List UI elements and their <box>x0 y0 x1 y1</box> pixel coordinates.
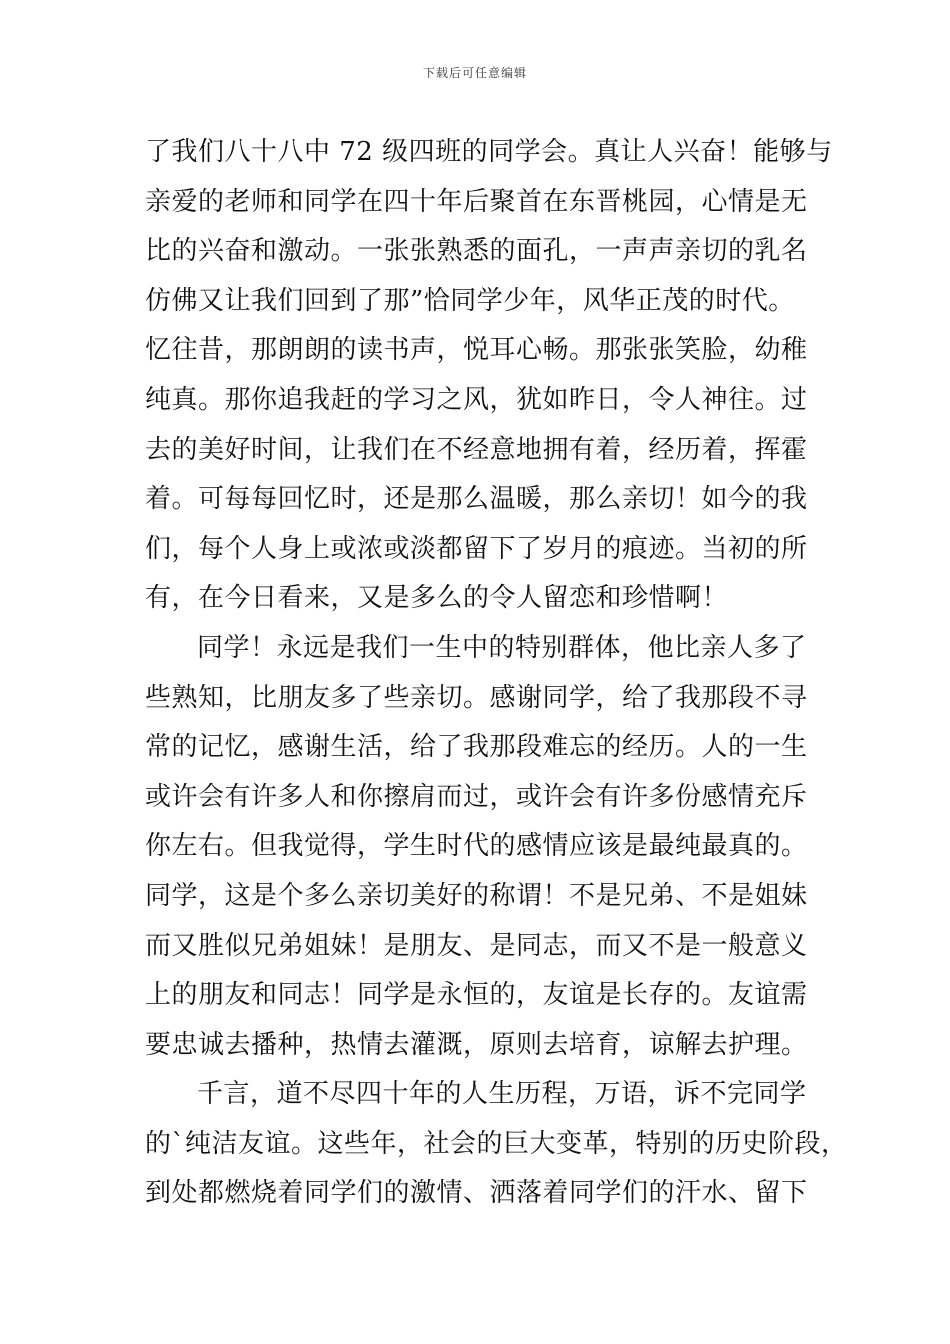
text-line: 或许会有许多人和你擦肩而过，或许会有许多份感情充斥 <box>145 781 808 812</box>
text-line: 去的美好时间，让我们在不经意地拥有着，经历着，挥霍 <box>145 434 808 465</box>
document-body <box>145 128 848 1219</box>
text-line: 们，每个人身上或浓或淡都留下了岁月的痕迹。当初的所 <box>145 533 808 564</box>
text-line: 些熟知，比朋友多了些亲切。感谢同学，给了我那段不寻 <box>145 682 808 713</box>
text-line: 到处都燃烧着同学们的激情、洒落着同学们的汗水、留下 <box>145 1178 808 1209</box>
text-line: 要忠诚去播种，热情去灌溉，原则去培育，谅解去护理。 <box>145 1029 808 1060</box>
text-line: 的`纯洁友谊。这些年，社会的巨大变革，特别的历史阶段， <box>145 1128 848 1159</box>
text-line: 有，在今日看来，又是多么的令人留恋和珍惜啊！ <box>145 583 729 614</box>
text-line: 而又胜似兄弟姐妹！是朋友、是同志，而又不是一般意义 <box>145 930 808 961</box>
text-line: 比的兴奋和激动。一张张熟悉的面孔，一声声亲切的乳名 <box>145 236 808 267</box>
text-line: 仿佛又让我们回到了那”恰同学少年，风华正茂的时代。 <box>145 285 795 316</box>
page-header: 下载后可任意编辑 <box>422 66 527 80</box>
text-line: 忆往昔，那朗朗的读书声，悦耳心畅。那张张笑脸，幼稚 <box>145 335 808 366</box>
text-line: 千言，道不尽四十年的人生历程，万语，诉不完同学 <box>197 1079 807 1110</box>
text-line: 着。可每每回忆时，还是那么温暖，那么亲切！如今的我 <box>145 484 808 515</box>
text-line: 了我们八十八中 72 级四班的同学会。真让人兴奋！能够与 <box>145 137 833 167</box>
text-line: 上的朋友和同志！同学是永恒的，友谊是长存的。友谊需 <box>145 980 808 1011</box>
text-line: 你左右。但我觉得，学生时代的感情应该是最纯最真的。 <box>145 831 808 862</box>
text-line: 同学，这是个多么亲切美好的称谓！不是兄弟、不是姐妹 <box>145 880 808 911</box>
text-line: 常的记忆，感谢生活，给了我那段难忘的经历。人的一生 <box>145 732 808 763</box>
text-line: 亲爱的老师和同学在四十年后聚首在东晋桃园，心情是无 <box>145 186 808 217</box>
text-line: 纯真。那你追我赶的学习之风，犹如昨日，令人神往。过 <box>145 384 808 415</box>
text-line: 同学！永远是我们一生中的特别群体，他比亲人多了 <box>197 632 807 663</box>
